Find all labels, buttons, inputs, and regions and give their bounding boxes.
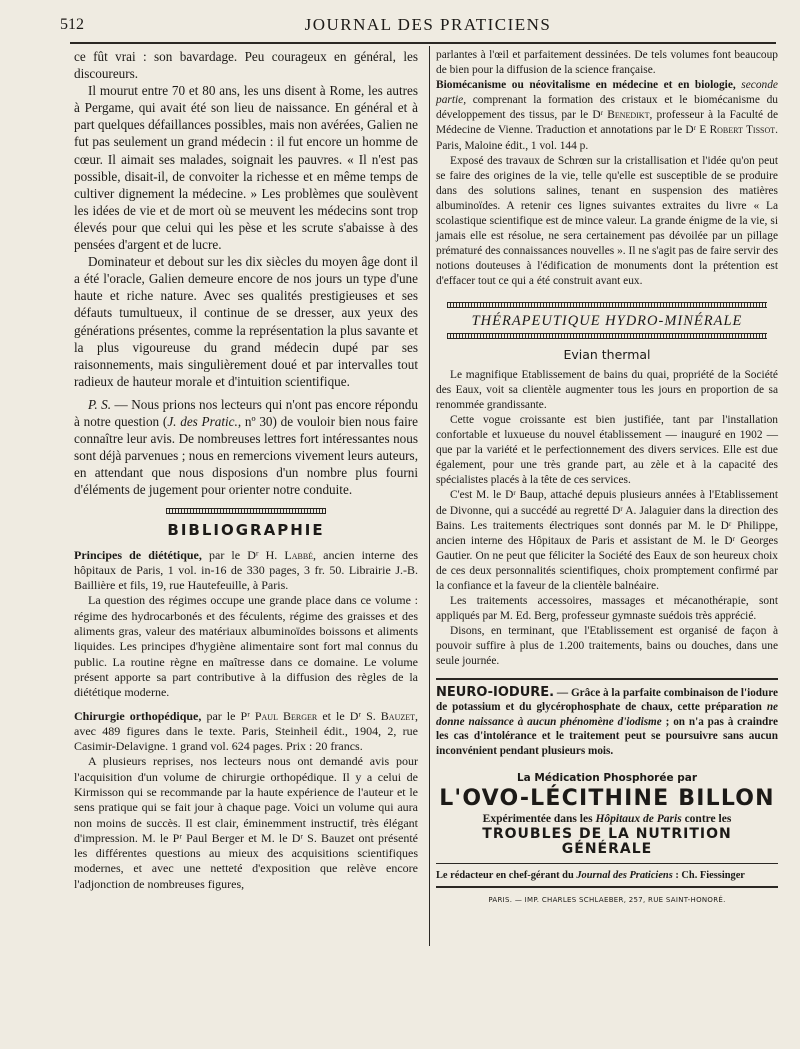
journal-title: JOURNAL DES PRATICIENS <box>304 15 552 34</box>
paragraph: Dominateur et debout sur les dix siècles du moyen âge dont il a été l'oracle, Galien demeure encore de nos jours un type d'une haute et riche nature. Avec ses qualités prestigieuses et ses défauts tumultueux, il continue de se dresser, aux yeux des générations présentes, comme la représentation la plus savante et la plus vigoureuse du grand médecin dupé par ses raisonnements, mais singulièrement doué et par intervalles tout radieux de hauteur morale et d'intuition scientifique. <box>74 254 418 389</box>
entry-text: , avec 489 figures dans le texte. Paris, Steinheil édit., 1904, 2, rue Casimir-Delavigne. 1 grand vol. 624 pages. Prix : 20 francs. <box>74 708 419 754</box>
journal-name: Journal des Praticiens <box>576 869 673 881</box>
ad-ovo-lecithine <box>436 771 778 857</box>
right-column <box>436 48 778 908</box>
column-divider <box>429 46 430 946</box>
editor-name: : Ch. Fiessinger <box>672 869 745 881</box>
book-author: Benedikt <box>607 109 650 122</box>
entry-text: et le Dʳ <box>317 708 367 723</box>
ps-text: — Nous prions nos lecteurs qui n'ont pas encore répondu à notre question ( <box>74 396 418 429</box>
section-title-bibliographie: BIBLIOGRAPHIE <box>167 521 325 540</box>
entry-text: comprenant la formation des cristaux et le biomécanisme du développement des tissus, par le Dʳ <box>436 94 778 122</box>
book-title: Principes de diététique, <box>74 547 202 562</box>
paragraph: C'est M. le Dʳ Baup, attaché depuis plusieurs années à l'Etablissement de Divonne, qui a succédé au regretté Dʳ A. Jalaguier dans la direction des Bains. Les traitements électriques sont donnés par M. le Dʳ Philippe, ancien interne des Hôpitaux de Paris et assistant de M. le Dʳ Georges Gautier. On ne peut que féliciter la Société des Eaux de son heureux choix de ces deux personnalités scientifiques, choix promptement confirmé par la confiance et la faveur de la clientèle balnéaire. <box>436 489 778 592</box>
ad-text-part: contre les <box>681 812 732 825</box>
bibliography-entry <box>74 548 418 594</box>
ad-indication: TROUBLES DE LA NUTRITION GÉNÉRALE <box>482 825 732 857</box>
ad-text <box>436 812 778 827</box>
ad-emphasis: ne donne naissance à aucun phénomène d'iodisme <box>436 701 778 728</box>
paragraph: Exposé des travaux de Schrœn sur la cristallisation et l'idée qu'on peut se faire des origines de la vie, telle qu'elle est susceptible de se produire dans des solutions salines, tenant en suspension des matières albuminoïdes. A retenir ces lignes suivantes extraites du livre « La scolastique scientifique est de mince valeur. La grande énigme de la vie, si jamais elle est résolue, ne sera certainement pas dévoilée par un pillage prématuré des connaissances nouvelles ». Il ne s'agit pas de faire servir des notions douteuses à l'édification de monuments dont la prétention est d'effacer tout ce qui a été construit avant eux. <box>436 154 778 288</box>
ad-product-name: NEURO-IODURE. <box>436 684 555 700</box>
entry-text: , ancien interne des hôpitaux de Paris, 1 vol. in-16 de 330 pages, 3 fr. 50. Librairie J.-B. Baillière et fils, 19, rue Hautefeuille, à Paris. <box>74 547 419 593</box>
ad-text: ; on n'a pas à craindre les cas d'intolérance et le traitement peut se poursuivre sans aucun inconvénient pendant plusieurs mois. <box>436 715 778 757</box>
editor-line <box>436 863 778 888</box>
book-title: Chirurgie orthopédique, <box>74 708 202 723</box>
bibliography-entry <box>436 78 778 153</box>
ps-reference: J. des Pratic. <box>167 413 238 429</box>
ornament-divider <box>447 333 767 341</box>
book-author: Paul Berger <box>254 708 318 723</box>
paragraph: Disons, en terminant, que l'Etablissement est organisé de façon à pouvoir suffire à plus de 1.200 traitements, bains ou douches, dans une seule journée. <box>436 625 778 668</box>
book-author: S. Bauzet <box>366 708 416 723</box>
advertisement-block <box>436 686 778 909</box>
ornament-divider <box>447 302 767 310</box>
page-number: 512 <box>60 16 84 33</box>
paragraph: Les traitements accessoires, massages et mécanothérapie, sont appliqués par M. Ed. Berg, professeur gymnaste suédois très apprécié. <box>436 595 778 623</box>
paragraph: La question des régimes occupe une grande place dans ce volume : régime des hydrocarbonés et des féculents, régime des graisses et des aliments gras, valeur des matériaux albuminoïdes boissons et aliments liquides. Les principes d'hygiène alimentaire sont fort mal connus du public. La routine règne en maîtresse dans ce domaine. Le volume présent apporte sa part contributive à la diffusion des règles de la diététique moderne. <box>74 593 418 700</box>
article-title-evian: Evian thermal <box>563 346 651 362</box>
section-rule <box>436 678 778 680</box>
paragraph: Le magnifique Etablissement de bains du quai, propriété de la Société des Eaux, voit sa clientèle augmenter tous les jours en proportion de sa renommée grandissante. <box>436 368 778 411</box>
ad-text: — Grâce à la parfaite combinaison de l'iodure de potassium et du glycérophosphate de chaux, cette préparation <box>436 686 778 714</box>
bibliography-list <box>74 548 418 893</box>
book-subtitle: seconde partie, <box>436 79 778 107</box>
ad-text-part: Expérimentée dans les <box>482 812 596 825</box>
ps-text: , nº 30) de vouloir bien nous faire connaître leur avis. De nombreuses lettres fort intéressantes nous sont déjà parvenues ; nous en remercions vivement leurs auteurs, en attendant que nous disposions d'un nombre plus fourni d'éléments de jugement pour orienter notre conduite. <box>74 413 419 498</box>
bibliography-entry <box>74 709 418 755</box>
book-title: Biomécanisme ou néovitalisme en médecine et en biologie, <box>436 79 736 92</box>
ad-emphasis: Hôpitaux de Paris <box>595 812 682 825</box>
entry-text: par le Pʳ <box>201 708 255 723</box>
entry-text: , professeur à la Faculté de Médecine de Vienne. Traduction et annotations par le Dʳ E <box>436 109 778 137</box>
entry-text: par le Dʳ <box>201 547 266 562</box>
left-column <box>74 48 418 892</box>
book-author: Robert Tissot <box>709 124 776 137</box>
printer-imprint: PARIS. — IMP. CHARLES SCHLAEBER, 257, RUE SAINT-HONORÉ. <box>488 896 726 904</box>
paragraph: Il mourut entre 70 et 80 ans, les uns disent à Rome, les autres à Pergame, qui avait été son lieu de naissance. En général et à part quelques défaillances possibles, mais non avérées, Galien ne fut pas seulement un grand médecin : il fut encore un homme de cœur. Il aimait ses malades, soignait les pauvres. « Il n'est pas possible, disait-il, de convoiter la richesse et en même temps de cultiver dignement la médecine. » Les problèmes que soulèvent les idées de vie et de mort où se meuvent les médecins sont trop élevés pour que celui qui les pèse et les scrute s'abaisse à des pensées d'argent et de lucre. <box>74 83 418 253</box>
paragraph: ce fût vrai : son bavardage. Peu courageux en général, les discoureurs. <box>74 49 418 82</box>
paragraph: parlantes à l'œil et parfaitement dessinées. De tels volumes font beaucoup de bien pour la diffusion de la science française. <box>436 49 778 77</box>
editor-text: Le rédacteur en chef-gérant du <box>436 869 577 881</box>
header-rule <box>70 42 776 44</box>
paragraph: A plusieurs reprises, nos lecteurs nous ont demandé avis pour l'acquisition d'un volume de chirurgie orthopédique. Il y a celui de Kirmisson qui se recommande par la haute expérience de l'auteur et le sens pratique qui se fait jour à chaque page. Voici un volume qui aura non moins de succès. Il est clair, éminemment instructif, très élégant d'impression. M. le Pʳ Paul Berger et M. le Dʳ S. Bauzet ont présenté les différentes questions au mieux des acquisitions scientifiques modernes, et avec une netteté d'exposition que relève encore l'adjonction de nombreuses figures, <box>74 754 418 891</box>
ad-neuro-iodure <box>436 686 778 759</box>
ad-product-name: L'OVO-LÉCITHINE BILLON <box>439 785 775 811</box>
postscript <box>74 396 418 499</box>
section-title-therapeutique: THÉRAPEUTIQUE HYDRO-MINÉRALE <box>471 312 743 329</box>
ad-tagline: La Médication Phosphorée par <box>516 771 698 784</box>
page-header <box>60 10 776 40</box>
book-author: H. Labbé <box>265 547 314 562</box>
ornament-divider <box>166 508 326 516</box>
ps-label: P. S. <box>88 396 112 412</box>
entry-text: . Paris, Maloine édit., 1 vol. 144 p. <box>436 124 778 152</box>
paragraph: Cette vogue croissante est bien justifiée, tant par l'installation confortable et luxueuse du nouvel établissement — inauguré en 1902 — que par la variété et le perfectionnement des divers services. Elle est due également, pour une très grande part, au zèle et à la capacité des spécialistes placés à la tête de ces services. <box>436 413 778 487</box>
